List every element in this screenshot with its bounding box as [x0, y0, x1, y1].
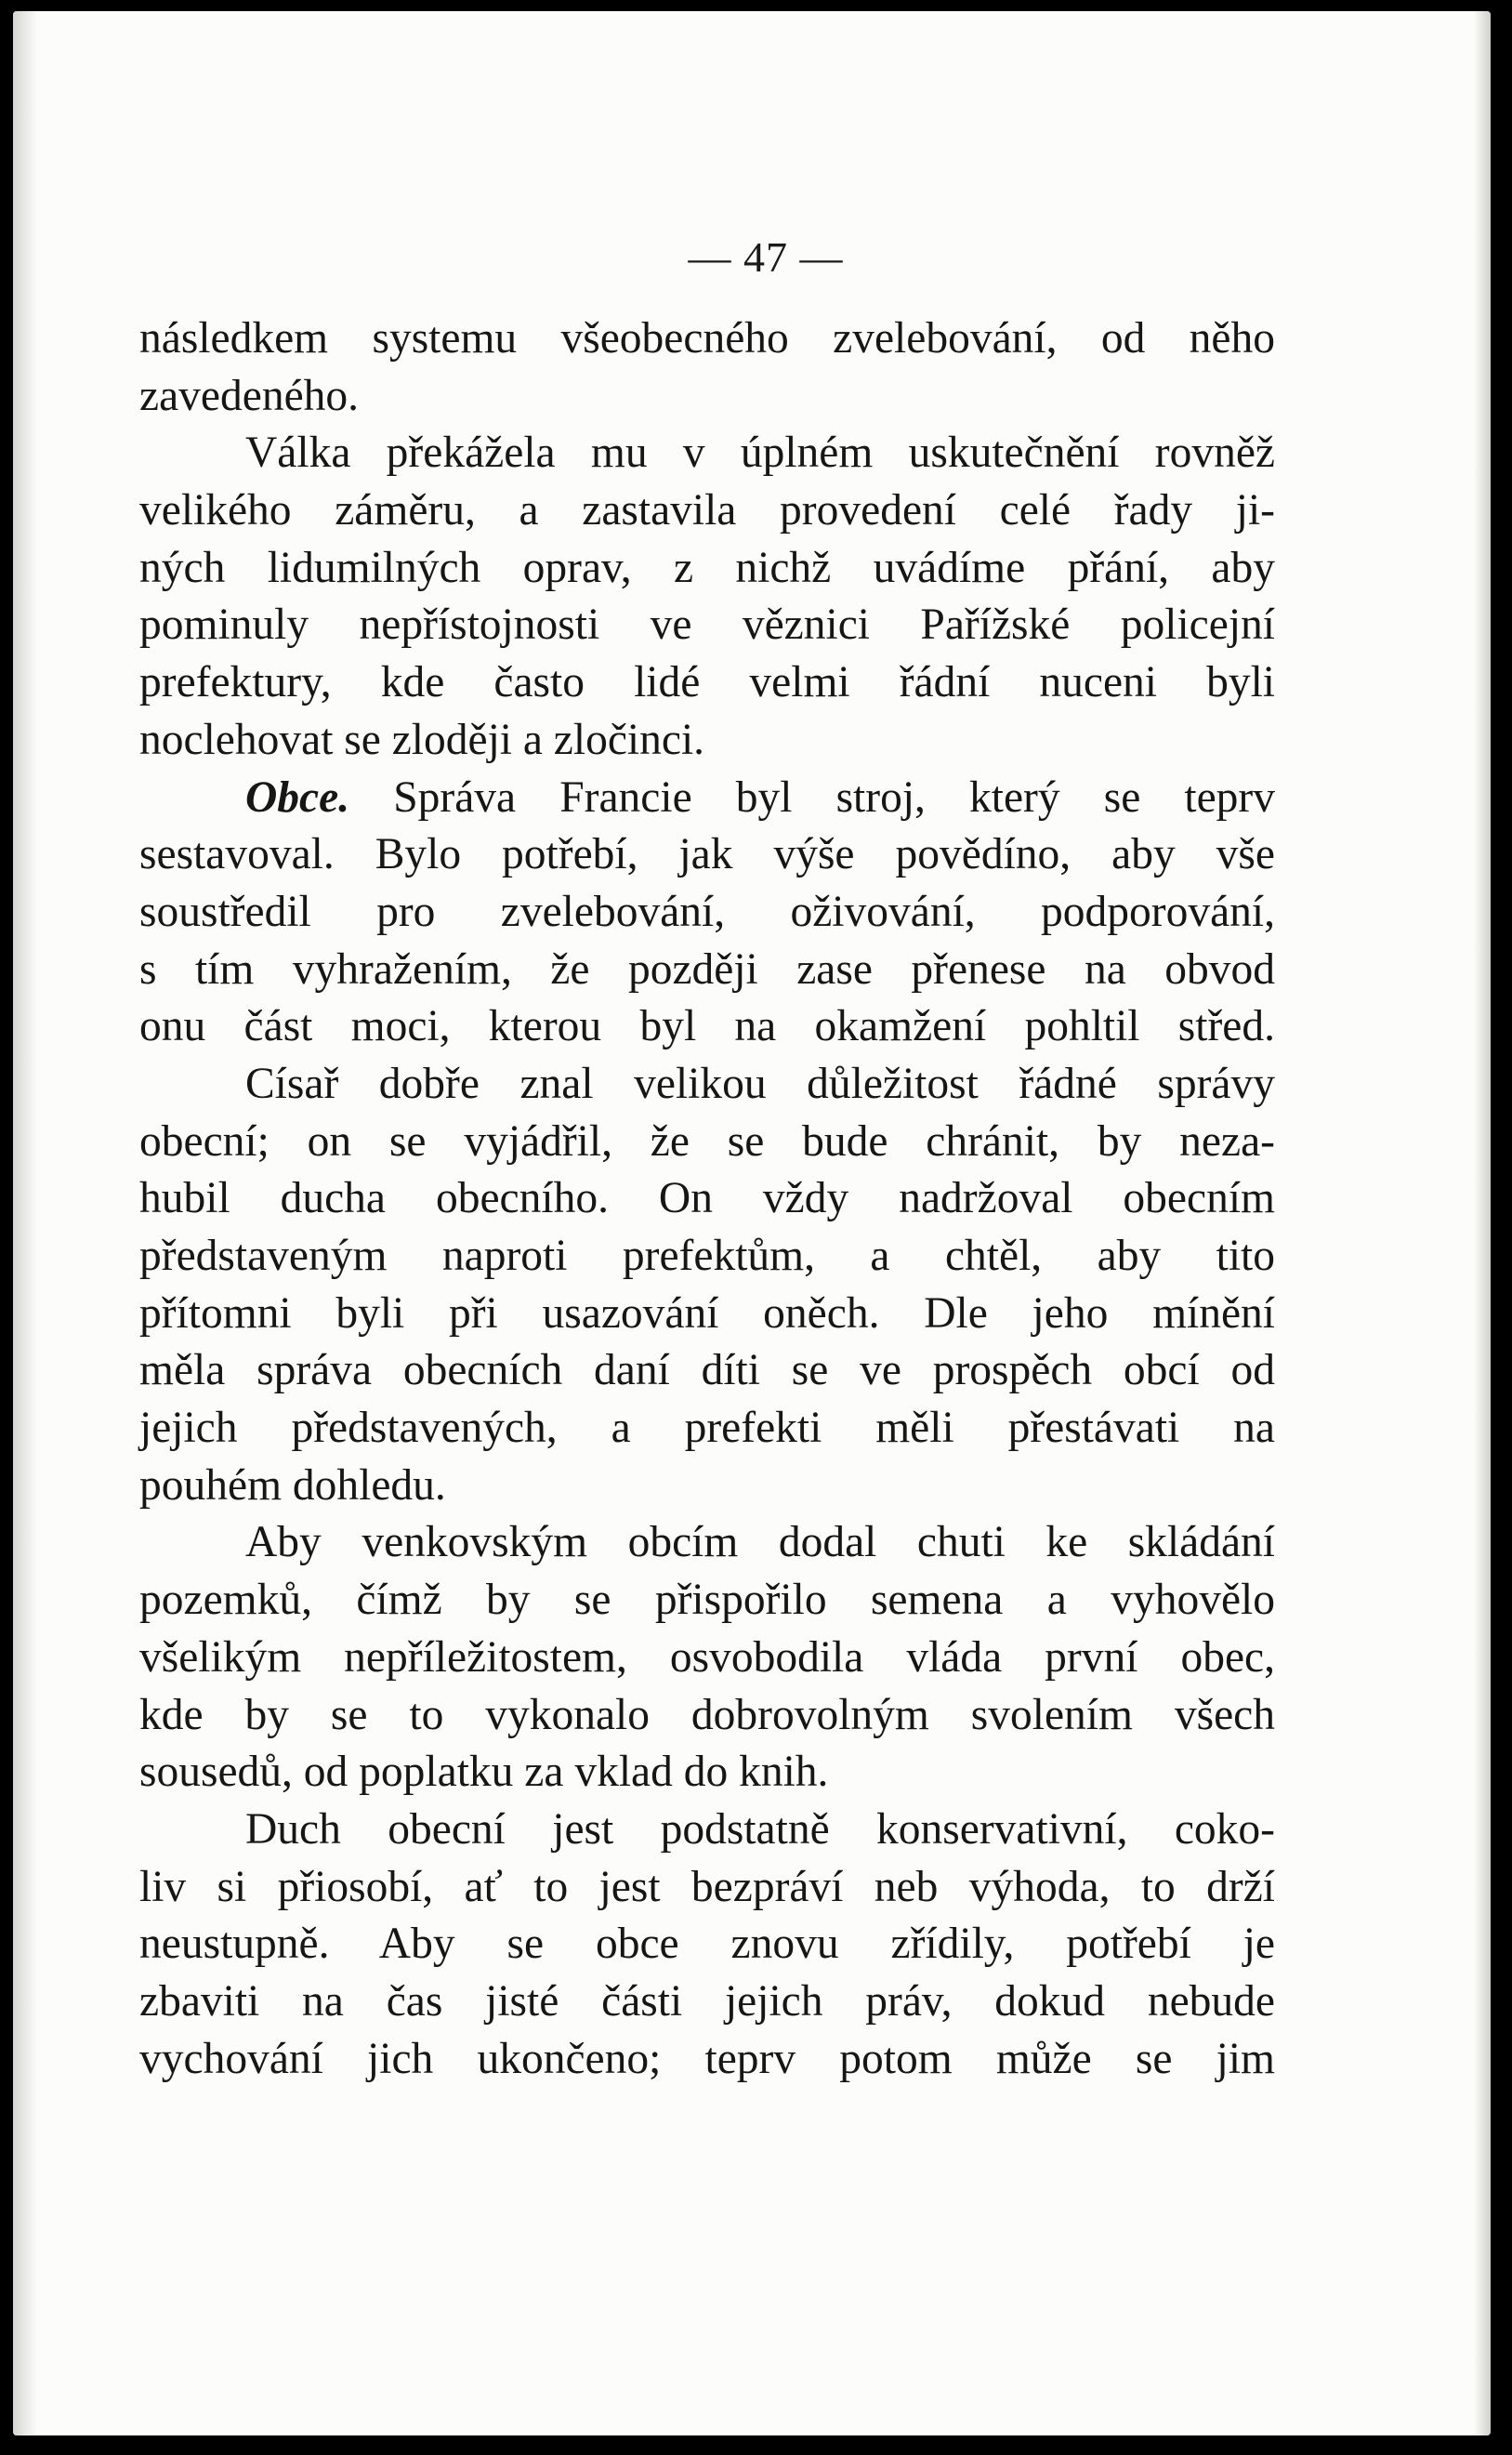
- text-line: ných lidumilných oprav, z nichž uvádíme přání, aby: [139, 543, 1275, 592]
- page-number: — 47 —: [688, 233, 844, 281]
- text-line: prefektury, kde často lidé velmi řádní nuceni byli: [139, 658, 1275, 707]
- book-page: [13, 11, 1491, 2435]
- text-line: představeným naproti prefektům, a chtěl, aby tito: [139, 1232, 1275, 1280]
- text-line: Duch obecní jest podstatně konservativní, coko-: [245, 1804, 1275, 1854]
- text-line: zbaviti na čas jisté části jejich práv, dokud nebude: [139, 1976, 1275, 2026]
- text-line: měla správa obecních daní díti se ve prospěch obcí od: [139, 1346, 1275, 1395]
- text-line: liv si přiosobí, ať to jest bezpráví neb výhoda, to drží: [139, 1862, 1275, 1911]
- text-line: Válka překážela mu v úplném uskutečnění rovněž: [245, 429, 1275, 478]
- text-line: onu část moci, kterou byl na okamžení pohltil střed.: [139, 1002, 1275, 1051]
- section-lead: Obce.: [245, 772, 350, 822]
- text-line: Císař dobře znal velikou důležitost řádné správy: [245, 1059, 1275, 1108]
- text-line: s tím vyhražením, že později zase přenese na obvod: [139, 944, 1275, 994]
- text-line: vychování jich ukončeno; teprv potom může se jim: [139, 2034, 1275, 2083]
- text-line: pominuly nepřístojnosti ve věznici Pařížské policejní: [139, 601, 1275, 650]
- text-line: sestavoval. Bylo potřebí, jak výše povědíno, aby vše: [139, 830, 1275, 879]
- body-text: [139, 310, 1275, 2088]
- text-line: kde by se to vykonalo dobrovolným svolením všech: [139, 1690, 1275, 1739]
- text-line: jejich představených, a prefekti měli přestávati na: [139, 1404, 1275, 1453]
- text-line: hubil ducha obecního. On vždy nadržoval obecním: [139, 1174, 1275, 1223]
- text-line: soustředil pro zvelebování, oživování, podporování,: [139, 887, 1275, 936]
- text-line: [139, 770, 1275, 827]
- text-line: přítomni byli při usazování oněch. Dle jeho mínění: [139, 1288, 1275, 1338]
- page-edge-shadow-left: [13, 11, 37, 2435]
- text-line: obecní; on se vyjádřil, že se bude chránit, by neza-: [139, 1116, 1275, 1166]
- text-line: všelikým nepříležitostem, osvobodila vláda první obec,: [139, 1632, 1275, 1682]
- text-line: zavedeného.: [139, 371, 360, 420]
- text-line: pouhém dohledu.: [139, 1460, 446, 1510]
- text-line: pozemků, čímž by se přispořilo semena a vyhovělo: [139, 1576, 1275, 1625]
- text-line-content: Správa Francie byl stroj, který se teprv: [349, 772, 1275, 822]
- text-line: neustupně. Aby se obce znovu zřídily, potřebí je: [139, 1920, 1275, 1969]
- text-line: velikého záměru, a zastavila provedení celé řady ji-: [139, 486, 1275, 535]
- page-edge-shadow-right: [1474, 11, 1491, 2435]
- text-line: následkem systemu všeobecného zvelebování, od něho: [139, 314, 1275, 363]
- text-line: noclehovat se zloději a zločinci.: [139, 715, 705, 764]
- text-line: sousedů, od poplatku za vklad do knih.: [139, 1748, 829, 1797]
- text-line: Aby venkovským obcím dodal chuti ke skládání: [245, 1518, 1275, 1567]
